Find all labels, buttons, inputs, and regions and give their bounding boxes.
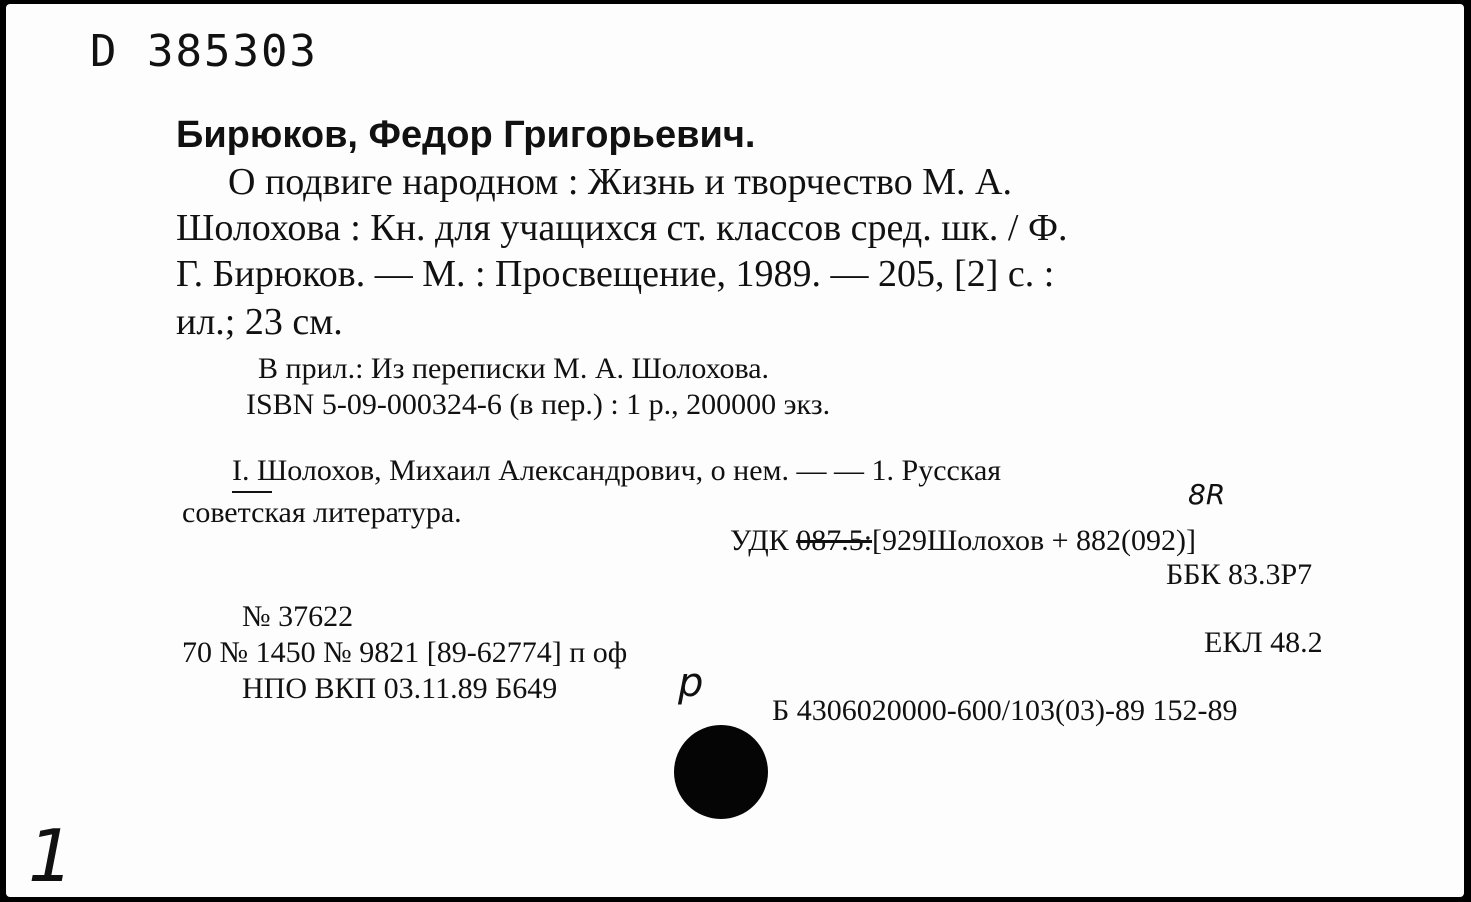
appendix-note: В прил.: Из переписки М. А. Шолохова. — [258, 352, 770, 385]
handwritten-1: 1 — [28, 814, 74, 897]
call-number: D 385303 — [90, 26, 318, 77]
b-code-line: Б 4306020000-600/103(03)-89 152-89 — [772, 694, 1238, 727]
subject-line-2: советская литература. — [182, 496, 462, 529]
bbk-line: ББК 83.3Р7 — [1166, 558, 1313, 591]
underline-mark — [232, 491, 272, 493]
title-line-4: ил.; 23 см. — [176, 301, 343, 343]
udk-prefix: УДК — [730, 524, 797, 557]
isbn-line: ISBN 5-09-000324-6 (в пер.) : 1 р., 200000 экз. — [246, 388, 831, 421]
subject-line-1: I. Шолохов, Михаил Александрович, о нем. — — 1. Русская — [232, 454, 1002, 487]
title-line-1: О подвиге народном : Жизнь и творчество М. А. — [228, 161, 1012, 203]
udk-line — [730, 524, 1196, 558]
title-line-3: Г. Бирюков. — М. : Просвещение, 1989. — 205, [2] с. : — [176, 253, 1055, 295]
punch-hole — [674, 725, 768, 819]
udk-struck: 087.5: — [796, 524, 873, 557]
author-heading: Бирюков, Федор Григорьевич. — [176, 114, 756, 156]
title-line-2: Шолохова : Кн. для учащихся ст. классов сред. шк. / Ф. — [176, 207, 1068, 249]
npo-line: НПО ВКП 03.11.89 Б649 — [242, 672, 558, 705]
handwritten-8r: 8R — [1188, 478, 1226, 511]
catalog-card — [6, 4, 1464, 897]
print-line: 70 № 1450 № 9821 [89-62774] п оф — [182, 636, 628, 669]
ekl-line: ЕКЛ 48.2 — [1204, 626, 1323, 659]
udk-rest: [929Шолохов + 882(092)] — [872, 524, 1197, 557]
handwritten-p: р — [678, 660, 704, 706]
order-number: № 37622 — [242, 600, 354, 633]
